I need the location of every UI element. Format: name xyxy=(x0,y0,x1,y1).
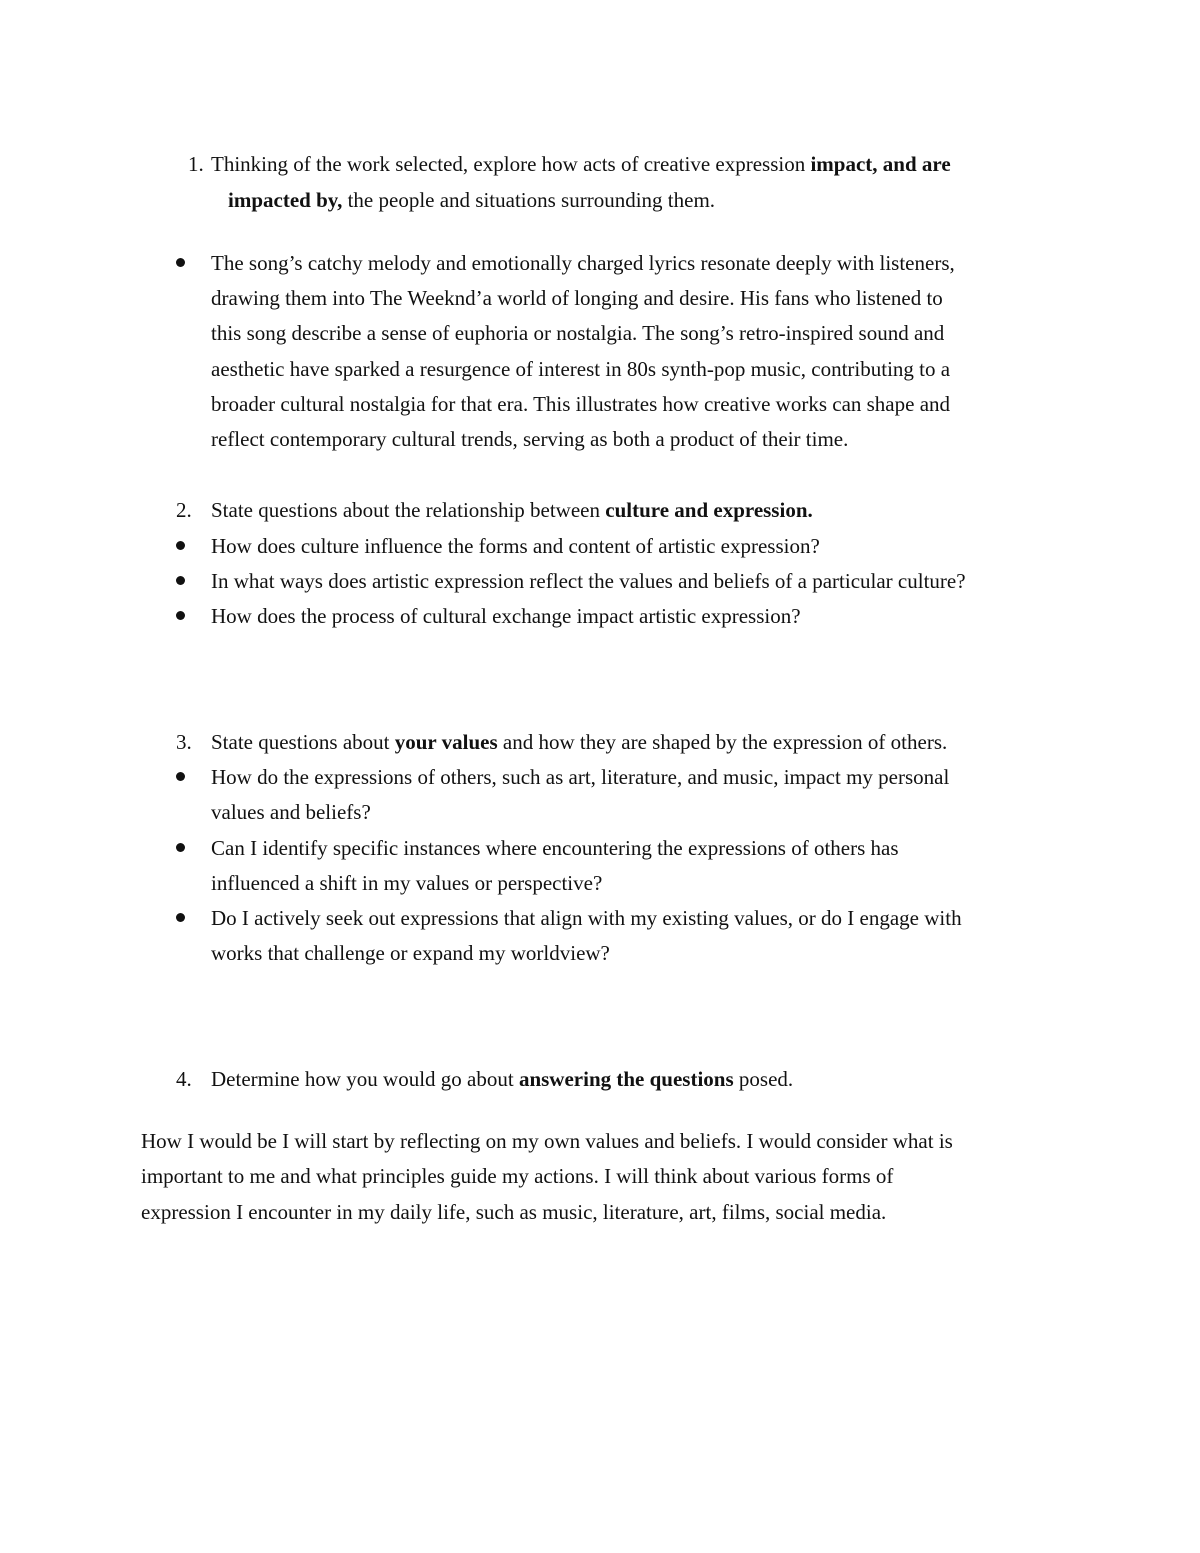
q1-bullet-line: broader cultural nostalgia for that era. This illustrates how creative works can shape and xyxy=(211,392,951,416)
q3-bullet-line: influenced a shift in my values or perspective? xyxy=(211,871,603,895)
q4-heading xyxy=(211,1066,793,1092)
q1-bullet-line: aesthetic have sparked a resurgence of interest in 80s synth-pop music, contributing to a xyxy=(211,357,951,381)
q3-bullet-line: How do the expressions of others, such as art, literature, and music, impact my personal xyxy=(211,765,950,789)
q1-bullet-line: drawing them into The Weeknd’a world of longing and desire. His fans who listened to xyxy=(211,286,943,310)
q2-bullet: In what ways does artistic expression reflect the values and beliefs of a particular culture? xyxy=(211,569,966,593)
q3-number: 3. xyxy=(176,730,192,754)
q1-line-1-text: Thinking of the work selected, explore how acts of creative expression xyxy=(211,152,811,176)
q3-heading-text-before: State questions about xyxy=(211,730,395,754)
q4-heading-text-after: posed. xyxy=(733,1067,794,1091)
answer-line: important to me and what principles guide my actions. I will think about various forms of xyxy=(141,1164,894,1188)
q2-heading-text: State questions about the relationship between xyxy=(211,498,606,522)
q1-bullet-line: reflect contemporary cultural trends, serving as both a product of their time. xyxy=(211,427,849,451)
q1-line-2-text: the people and situations surrounding them. xyxy=(342,188,716,212)
q1-line-1-bold: impact, and are xyxy=(810,152,951,176)
q3-heading-bold: your values xyxy=(394,730,498,754)
q1-line-2-bold: impacted by, xyxy=(228,188,343,212)
q2-bullet: How does the process of cultural exchange impact artistic expression? xyxy=(211,604,801,628)
q4-heading-bold: answering the questions xyxy=(518,1067,734,1091)
bullet-icon xyxy=(176,258,185,267)
q2-heading xyxy=(211,497,813,523)
q1-bullet-line: The song’s catchy melody and emotionally charged lyrics resonate deeply with listeners, xyxy=(211,251,955,275)
q3-bullet-line: works that challenge or expand my worldview? xyxy=(211,941,610,965)
q1-bullet-line: this song describe a sense of euphoria or nostalgia. The song’s retro-inspired sound and xyxy=(211,321,945,345)
bullet-icon xyxy=(176,772,185,781)
answer-line: How I would be I will start by reflecting on my own values and beliefs. I would consider what is xyxy=(141,1129,953,1153)
bullet-icon xyxy=(176,611,185,620)
q4-heading-text-before: Determine how you would go about xyxy=(211,1067,519,1091)
q1-number: 1. xyxy=(188,152,204,176)
q3-bullet-line: Can I identify specific instances where encountering the expressions of others has xyxy=(211,836,899,860)
q3-bullet-line: Do I actively seek out expressions that align with my existing values, or do I engage with xyxy=(211,906,962,930)
bullet-icon xyxy=(176,576,185,585)
q2-heading-bold: culture and expression. xyxy=(605,498,813,522)
bullet-icon xyxy=(176,843,185,852)
q2-number: 2. xyxy=(176,498,192,522)
q4-number: 4. xyxy=(176,1067,192,1091)
answer-line: expression I encounter in my daily life, such as music, literature, art, films, social media. xyxy=(141,1200,887,1224)
q2-bullet: How does culture influence the forms and content of artistic expression? xyxy=(211,534,820,558)
q1-line-2 xyxy=(228,187,715,213)
q1-line-1 xyxy=(211,151,951,177)
q3-heading-text-after: and how they are shaped by the expression of others. xyxy=(497,730,948,754)
bullet-icon xyxy=(176,913,185,922)
q3-heading xyxy=(211,729,947,755)
q3-bullet-line: values and beliefs? xyxy=(211,800,371,824)
bullet-icon xyxy=(176,541,185,550)
